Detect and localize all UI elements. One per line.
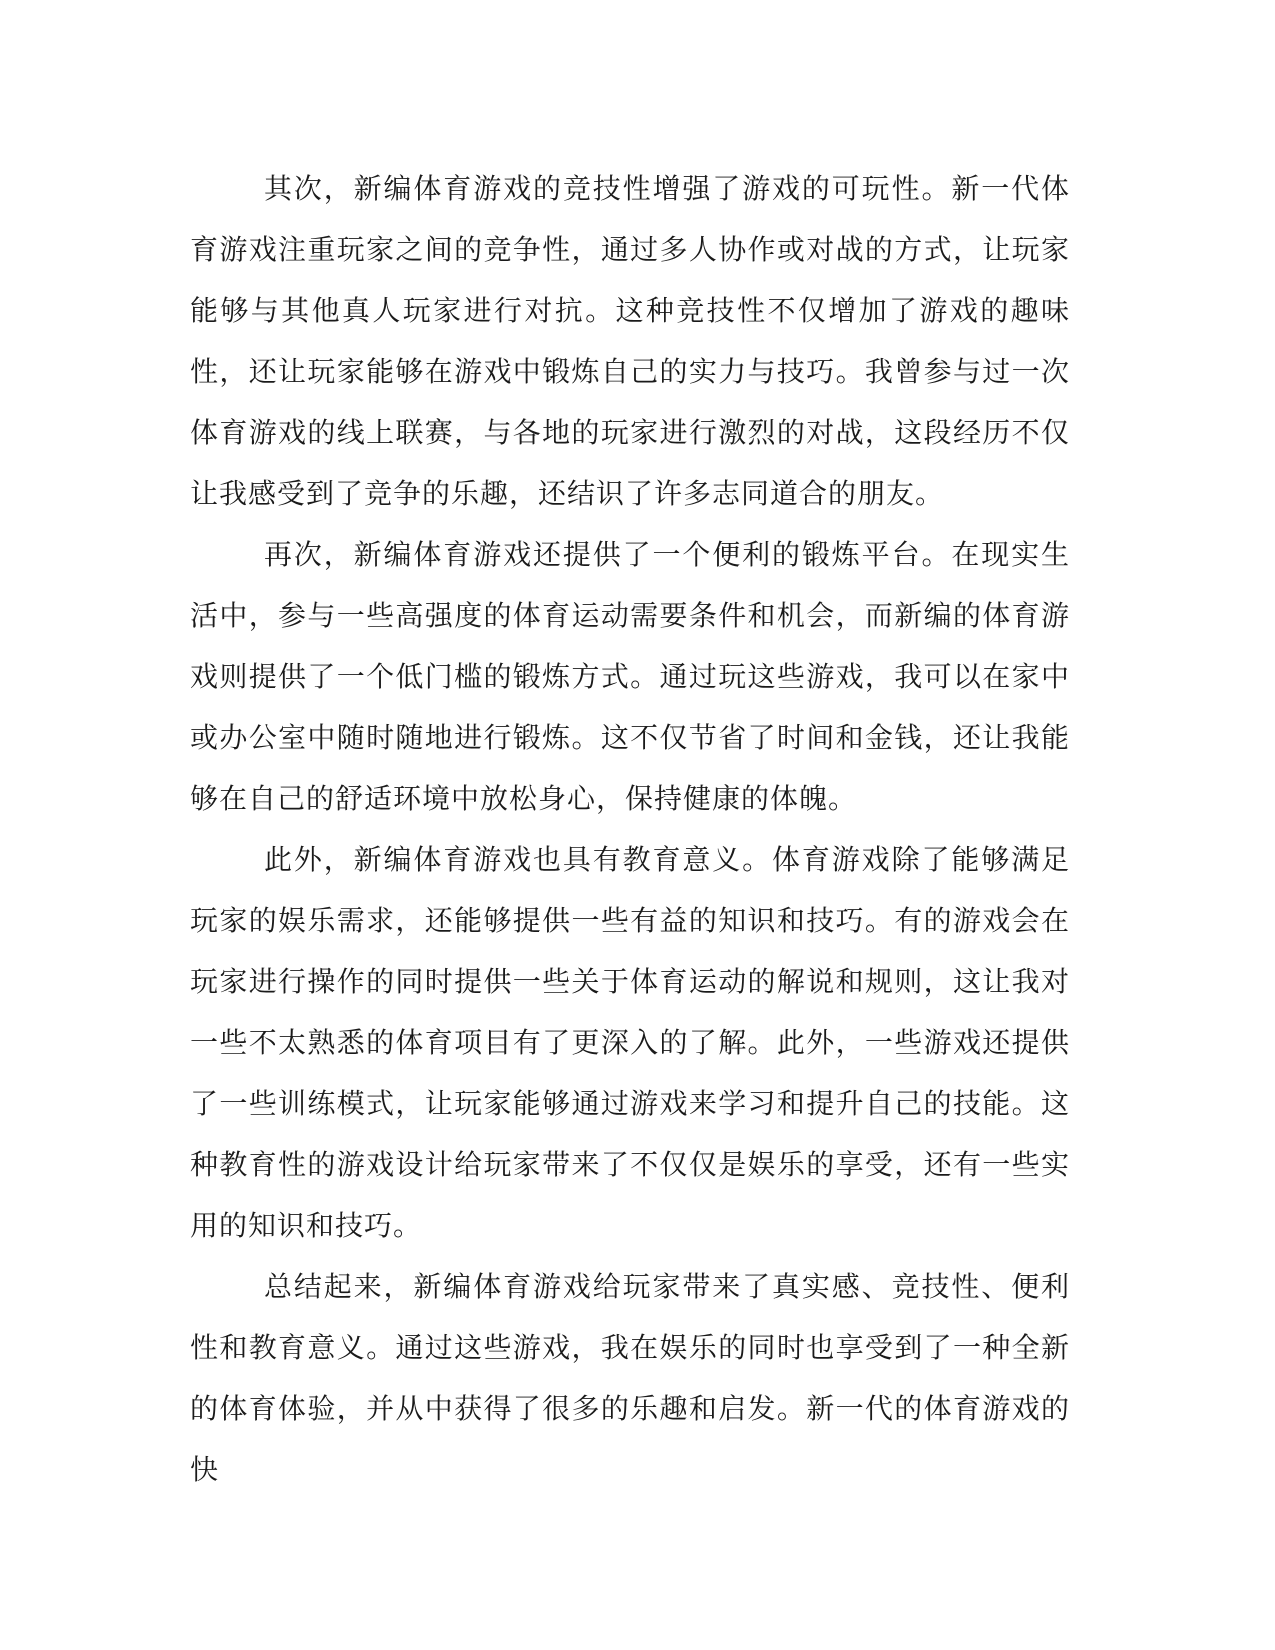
paragraph-educational-value: 此外，新编体育游戏也具有教育意义。体育游戏除了能够满足玩家的娱乐需求，还能够提供一些有益的知识和技巧。有的游戏会在玩家进行操作的同时提供一些关于体育运动的解说和规则，这让我对一些不太熟悉的体育项目有了更深入的了解。此外，一些游戏还提供了一些训练模式，让玩家能够通过游戏来学习和提升自己的技能。这种教育性的游戏设计给玩家带来了不仅仅是娱乐的享受，还有一些实用的知识和技巧。 <box>190 843 1070 1242</box>
paragraph-conclusion: 总结起来，新编体育游戏给玩家带来了真实感、竞技性、便利性和教育意义。通过这些游戏，我在娱乐的同时也享受到了一种全新的体育体验，并从中获得了很多的乐趣和启发。新一代的体育游戏的快 <box>190 1270 1070 1486</box>
paragraph-exercise-platform: 再次，新编体育游戏还提供了一个便利的锻炼平台。在现实生活中，参与一些高强度的体育运动需要条件和机会，而新编的体育游戏则提供了一个低门槛的锻炼方式。通过玩这些游戏，我可以在家中或办公室中随时随地进行锻炼。这不仅节省了时间和金钱，还让我能够在自己的舒适环境中放松身心，保持健康的体魄。 <box>190 538 1070 815</box>
document-body <box>190 158 1070 1500</box>
paragraph-competitiveness: 其次，新编体育游戏的竞技性增强了游戏的可玩性。新一代体育游戏注重玩家之间的竞争性，通过多人协作或对战的方式，让玩家能够与其他真人玩家进行对抗。这种竞技性不仅增加了游戏的趣味性，还让玩家能够在游戏中锻炼自己的实力与技巧。我曾参与过一次体育游戏的线上联赛，与各地的玩家进行激烈的对战，这段经历不仅让我感受到了竞争的乐趣，还结识了许多志同道合的朋友。 <box>190 172 1070 510</box>
